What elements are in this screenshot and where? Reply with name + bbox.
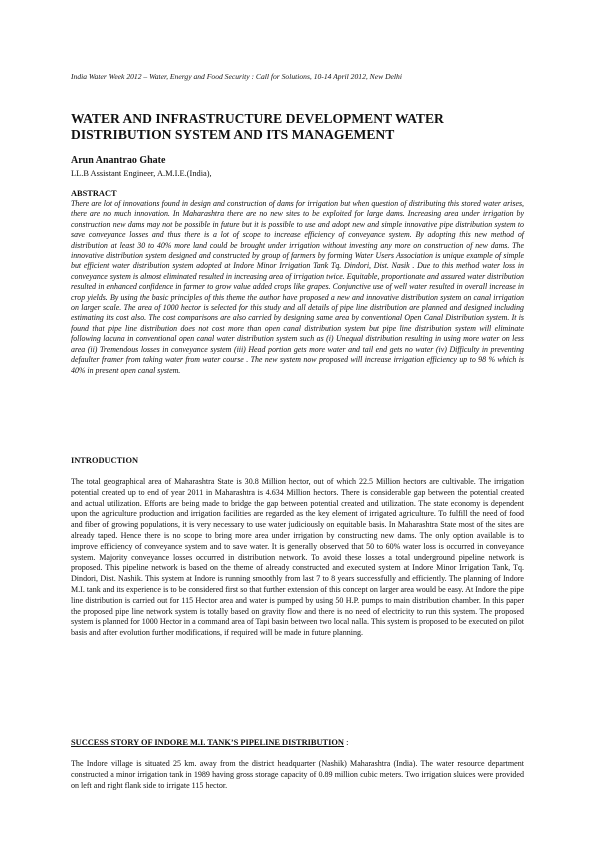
introduction-heading: INTRODUCTION [71, 456, 139, 465]
author-name: Arun Anantrao Ghate [71, 155, 166, 166]
success-story-heading-line [71, 738, 348, 747]
abstract-body: There are lot of innovations found in design and construction of dams for irrigation but when question of distributing this stored water arises, there are no much innovation. In Maharashtra there are no new sites to be exploited for large dams. Increasing area under irrigation by construction new dams may not be possible in future but it is possible to use and adopt new and simple innovative pipe distribution system to save conveyance losses and thus there is a lot of scope to increase efficiency of conveyance system. By adopting this new method of distribution at least 30 to 40% more land could be brought under irrigation without investing any more on construction of new dams. The innovative distribution system designed and constructed by group of farmers by forming Water Users Association is unique example of simple but efficient water distribution system adopted at Indore Minor Irrigation Tank Tq. Dindori, Dist. Nasik . Due to this method water loss in conveyance system is almost eliminated resulted in increasing area of irrigation twice. Equitable, proportionate and assured water distribution resulted in enhanced confidence in farmer to grow value added crops like grapes. Conjunctive use of well water resulted in overall increase in crop yields. By using the basic principles of this theme the author have proposed a new and innovative distribution system on canal irrigation on larger scale. The area of 1000 hector is selected for this study and all details of pipe line distribution are planned and designed including estimating its cost also. The cost comparisons are also carried by designing same area by conventional Open Canal Distribution system. It is found that pipe line distribution does not cost more than open canal distribution system but pipe line distribution system will eliminate following lacuna in conventional open canal water distribution system such as (i) Unequal distribution resulting in using more water on less area (ii) Tremendous losses in conveyance system (iii) Head portion gets more water and tail end gets no water (iv) Difficulty in preventing defaulter framer from taking water from water course . The new system now proposed will increase irrigation efficiency up to 98 % which is 40% in present open canal system. [71, 199, 524, 375]
abstract-heading: ABSTRACT [71, 189, 117, 198]
running-head: India Water Week 2012 – Water, Energy and Food Security : Call for Solutions, 10-14 April 2012, New Delhi [71, 72, 402, 81]
introduction-body: The total geographical area of Maharashtra State is 30.8 Million hector, out of which 22.5 Million hectors are cultivable. The irrigation potential created up to end of year 2011 in Maharashtra is 4.634 Million hectors. There is considerable gap between the potential created and actual utilization. Efforts are being made to bridge the gap between potential created and utilization. The state economy is dependent upon the agriculture production and irrigation facilities are regarded as the key element of irrigated agriculture. To fulfill the need of food and fiber of growing populations, it is very necessary to use water judiciously on equitable basis. In Maharashtra State most of the sites are already taped. Hence there is no scope to bring more area under irrigation by constructing new dams. The only option available is to improve efficiency of conveyance system and to save water. It is generally observed that 50 to 60% water loss is occurred in conveyance system. Majority conveyance losses occurred in distribution network. To avoid these losses a total underground pipeline network is proposed. This pipeline network is based on the theme of already constructed and executed system at Indore Minor Irrigation Tank, Tq. Dindori, Dist. Nashik. This system at Indore is running smoothly from last 7 to 8 years successfully and efficiently. The planning of Indore M.I. tank and its experience is to be considered first so that further extension of this concept on larger area would be easy. At Indore the pipe line distribution is carried out for 115 Hector area and water is pumped by using 50 H.P. pumps to main distribution chamber. In this paper the proposed pipe line network system is totally based on gravity flow and there is no need of electricity to run this system. The proposed system is planned for 1000 Hector in a command area of Tapi basin between two local nalla. This system is proposed to be executed on pilot basis and after evolution further modifications, if required will be made in future planning. [71, 477, 524, 638]
success-story-heading-suffix: : [343, 738, 349, 747]
success-story-heading: SUCCESS STORY OF INDORE M.I. TANK’S PIPELINE DISTRIBUTION [71, 738, 344, 747]
success-story-body: The Indore village is situated 25 km. away from the district headquarter (Nashik) Maharashtra (India). The water resource department constructed a minor irrigation tank in 1989 having gross storage capacity of 0.89 million cubic meters. Two irrigation sluices were provided on left and right flank side to irrigate 115 hector. [71, 759, 524, 790]
author-affiliation: LL.B Assistant Engineer, A.M.I.E.(India), [71, 169, 212, 178]
paper-title: WATER AND INFRASTRUCTURE DEVELOPMENT WATER DISTRIBUTION SYSTEM AND ITS MANAGEMENT [71, 111, 444, 142]
